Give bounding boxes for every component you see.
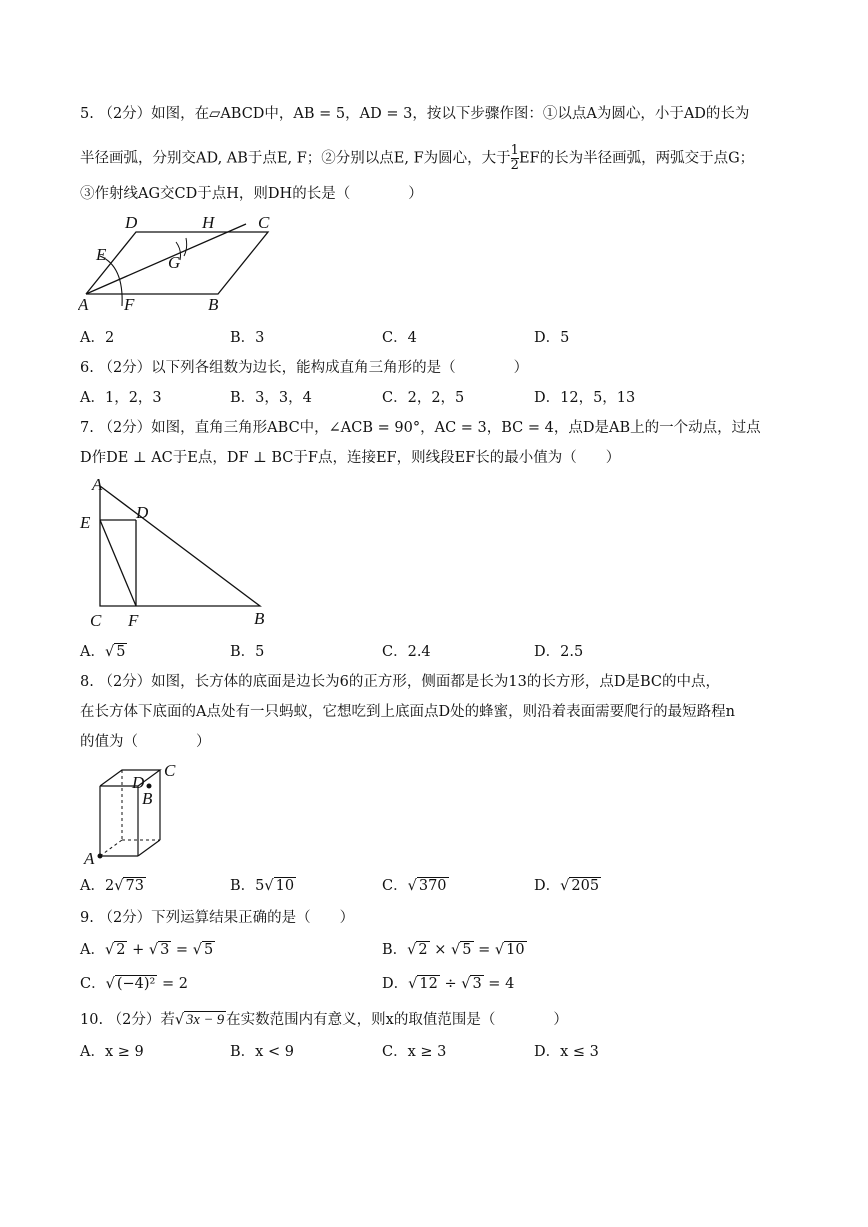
q7-option-b[interactable]: B．5 [230,644,265,660]
q10-option-b[interactable]: B．x < 9 [230,1044,294,1060]
option-prefix: A． [80,878,105,894]
option-prefix: D． [534,878,561,894]
q6-option-b[interactable]: B．3，3，4 [230,390,312,406]
radicand: 3x − 9 [186,1012,225,1028]
label-A: A [92,475,103,494]
option-prefix: C． [80,976,106,992]
q8-option-c[interactable] [382,876,449,896]
operator: × [429,942,452,958]
q9-option-a[interactable] [80,940,215,960]
q6-option-a[interactable]: A．1，2，3 [80,390,162,406]
label-D: D [132,773,145,792]
q8-option-a[interactable] [80,876,146,896]
label-F: F [128,611,139,630]
radicand: 10 [275,878,295,894]
sqrt-icon: √ [560,878,570,894]
sqrt-icon: √ [407,942,417,958]
radicand: 3 [472,976,482,992]
q5-stem-line2a: 半径画弧，分别交AD, AB于点E, F；②分别以点E, F为圆心，大于 [80,150,511,167]
radicand: (−4)² [116,976,156,992]
sqrt-icon: √ [114,878,124,894]
option-prefix: D． [382,976,409,992]
label-A: A [84,849,95,868]
sqrt-icon: √ [104,942,115,958]
label-C: C [90,611,102,630]
option-prefix: B． [382,942,408,958]
radicand: 5 [462,942,472,958]
sqrt-icon: √ [494,942,505,958]
q7-stem-line1: 7. （2分）如图，直角三角形ABC中，∠ACB = 90°，AC = 3，BC = 4，点D是AB上的一个动点，过点 [80,420,761,436]
label-C: C [258,213,270,232]
radicand: 2 [116,942,126,958]
equals: = 2 [157,976,188,992]
q5-stem-line1: 5. （2分）如图，在▱ABCD中，AB = 5，AD = 3，按以下步骤作图：①以点A为圆心，小于AD的长为 [80,106,750,122]
q7-right-triangle-figure [78,474,278,634]
q5-stem-line2 [80,144,754,173]
q6-option-d[interactable]: D．12，5，13 [534,390,636,406]
q10-stem-start: 10. （2分）若 [80,1012,175,1028]
sqrt-icon: √ [451,942,461,958]
label-H: H [202,213,215,232]
sqrt-icon: √ [104,644,115,660]
q5-fraction [511,144,519,173]
sqrt-icon: √ [264,878,274,894]
radicand: 3 [160,942,170,958]
q5-option-a[interactable]: A．2 [80,330,115,346]
q5-stem-line3: ③作射线AG交CD于点H，则DH的长是（ ） [80,186,423,202]
q7-option-c[interactable]: C．2.4 [382,644,431,660]
label-C: C [164,761,176,780]
label-D: D [136,503,149,522]
q7-option-a[interactable] [80,642,127,662]
label-G: G [168,253,181,272]
q8-stem-line3: 的值为（ ） [80,734,211,750]
label-E: E [80,513,91,532]
coefficient: 2 [104,878,115,894]
radicand: 5 [203,942,214,958]
q10-option-a[interactable]: A．x ≥ 9 [80,1044,144,1060]
q5-stem-line2b: EF的长为半径画弧，两弧交于点G； [518,150,755,167]
radicand: 12 [419,976,438,992]
radicand: 205 [571,878,600,894]
q10-option-c[interactable]: C．x ≥ 3 [382,1044,447,1060]
label-B: B [208,295,219,314]
operator: + [127,942,149,958]
q9-stem: 9. （2分）下列运算结果正确的是（ ） [80,910,355,926]
coefficient: 5 [255,878,265,894]
sqrt-icon: √ [105,976,115,992]
sqrt-icon: √ [148,942,159,958]
radicand: 73 [125,878,144,894]
radicand: 370 [418,878,447,894]
q6-stem: 6. （2分）以下列各组数为边长，能构成直角三角形的是（ ） [80,360,529,376]
q8-stem-line1: 8. （2分）如图，长方体的底面是边长为6的正方形，侧面都是长为13的长方形，点D是BC的中点， [80,674,720,690]
radicand: 10 [506,942,525,958]
option-prefix: B． [230,878,256,894]
equals: = [171,942,193,958]
q5-option-c[interactable]: C．4 [382,330,417,346]
q5-option-d[interactable]: D．5 [534,330,570,346]
fraction-numerator: 1 [510,143,519,158]
equals: = [473,942,495,958]
q8-option-d[interactable] [534,876,601,896]
q10-stem [80,1010,568,1030]
option-prefix: C． [382,878,408,894]
sqrt-icon: √ [192,942,202,958]
q7-option-d[interactable]: D．2.5 [534,644,584,660]
sqrt-icon: √ [407,878,417,894]
radicand: 2 [418,942,428,958]
sqrt-icon: √ [408,976,418,992]
q5-parallelogram-figure [78,208,278,318]
sqrt-icon: √ [461,976,471,992]
q8-cuboid-figure [80,760,190,870]
label-B: B [142,789,153,808]
label-B: B [254,609,265,628]
q8-option-b[interactable] [230,876,296,896]
q9-option-b[interactable] [382,940,527,960]
q9-option-d[interactable] [382,974,514,994]
option-prefix: A． [80,942,105,958]
radicand: 5 [116,644,126,660]
q5-option-b[interactable]: B．3 [230,330,265,346]
label-D: D [125,213,138,232]
label-F: F [124,295,135,314]
option-prefix: A． [80,644,105,660]
q10-stem-end: 在实数范围内有意义，则x的取值范围是（ ） [226,1012,568,1028]
fraction-denominator: 2 [510,158,519,173]
q8-stem-line2: 在长方体下底面的A点处有一只蚂蚁，它想吃到上底面点D处的蜂蜜，则沿着表面需要爬行的最短路程n [80,704,735,720]
label-A: A [78,295,89,314]
q9-option-c[interactable] [80,974,188,994]
q7-stem-line2: D作DE ⊥ AC于E点，DF ⊥ BC于F点，连接EF，则线段EF长的最小值为（ ） [80,450,621,466]
operator: ÷ [439,976,462,992]
label-E: E [96,245,107,264]
q10-option-d[interactable]: D．x ≤ 3 [534,1044,599,1060]
sqrt-icon: √ [174,1012,185,1028]
equals: = 4 [483,976,515,992]
q6-option-c[interactable]: C．2，2，5 [382,390,465,406]
